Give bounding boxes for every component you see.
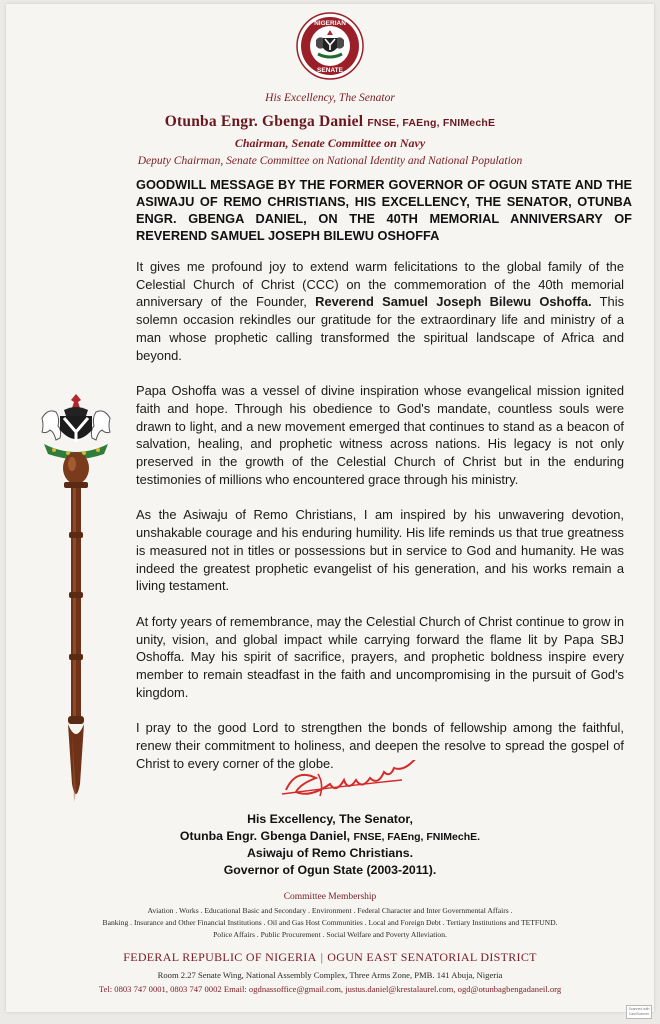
email-value: ogdnassoffice@gmail.com, justus.daniel@krestalaurel.com, ogd@otunbagbengadaneil.org xyxy=(248,984,562,994)
closing-quals: FNSE, FAEng, FNIMechE. xyxy=(353,831,481,843)
letterhead-deputy-chairman: Deputy Chairman, Senate Committee on National Identity and National Population xyxy=(137,155,523,167)
closing-line-4: Governor of Ogun State (2003-2011). xyxy=(223,863,437,877)
paragraph-3: As the Asiwaju of Remo Christians, I am inspired by his unwavering devotion, unshakable courage and his enduring humility. His life reminds us that true greatness is measured not in titles or possessions but in service to God and humanity. He was indeed the greatest prophetic evangelist of his generation, and his works remain a living testament. xyxy=(136,507,624,594)
letterhead-name xyxy=(0,113,660,131)
tel-value: 0803 747 0001, 0803 747 0002 xyxy=(114,984,222,994)
letterhead-name-text: Otunba Engr. Gbenga Daniel xyxy=(164,113,364,130)
tel-label: Tel: xyxy=(98,984,113,994)
seal-bottom-text: SENATE xyxy=(317,67,343,74)
district-separator: | xyxy=(320,950,324,964)
letterhead-chairman: Chairman, Senate Committee on Navy xyxy=(234,136,426,150)
committee-line-3: Police Affairs . Public Procurement . Social Welfare and Poverty Alleviation. xyxy=(213,930,447,939)
senate-seal-icon xyxy=(296,12,364,80)
founder-name: Reverend Samuel Joseph Bilewu Oshoffa. xyxy=(315,294,592,310)
scanner-stamp xyxy=(626,1005,652,1019)
committee-line-1: Aviation . Works . Educational Basic and Secondary . Environment . Federal Character and Inter Governmental Affairs . xyxy=(147,906,513,915)
closing-line-3: Asiwaju of Remo Christians. xyxy=(246,846,414,860)
closing-line-2 xyxy=(0,829,660,843)
closing-name: Otunba Engr. Gbenga Daniel, xyxy=(179,829,351,843)
seal-top-text: NIGERIAN xyxy=(314,20,346,27)
committee-title: Committee Membership xyxy=(283,892,377,902)
letterhead-name-quals: FNSE, FAEng, FNIMechE xyxy=(367,117,496,129)
office-address: Room 2.27 Senate Wing, National Assembly Complex, Three Arms Zone, PMB. 141 Abuja, Nigeria xyxy=(157,970,503,980)
message-title: GOODWILL MESSAGE BY THE FORMER GOVERNOR OF OGUN STATE AND THE ASIWAJU OF REMO CHRISTIANS, HIS EXCELLENCY, THE SENATOR, OTUNBA ENGR. GBENGA DANIEL, ON THE 40TH MEMORIAL ANNIVERSARY OF REVEREND SAMUEL JOSEPH BILEWU OSHOFFA xyxy=(136,177,632,243)
paragraph-2: Papa Oshoffa was a vessel of divine inspiration whose evangelical mission ignited faith and hope. Through his obedience to God's mandate, countless souls were drawn to light, and a new movement emerged that continues to stand as a beacon of salvation, healing, and prophetic witness across nations. His legacy is not only preserved in the growth of the Celestial Church of Christ but in the enduring testimonies of millions who encountered grace through his ministry. xyxy=(136,383,624,487)
paragraph-5: I pray to the good Lord to strengthen the bonds of fellowship among the faithful, renew their commitment to holiness, and deepen the resolve to spread the gospel of Christ to every corner of the globe. xyxy=(136,720,624,771)
district-left: FEDERAL REPUBLIC OF NIGERIA xyxy=(123,950,317,964)
stamp-line-2: CamScanner xyxy=(628,1011,650,1016)
committee-line-2: Banking . Insurance and Other Financial Institutions . Oil and Gas Host Communities . Local and Foreign Debt . Tertiary Institutions and TETFUND. xyxy=(102,918,558,927)
contact-line xyxy=(0,984,660,994)
mace-icon xyxy=(34,392,118,816)
letterhead-title: His Excellency, The Senator xyxy=(265,92,395,104)
stamp-line-1: Scanned with xyxy=(628,1007,650,1011)
paragraph-1: It gives me profound joy to extend warm felicitations to the global family of the Celestial Church of Christ (CCC) on the commemoration of the 40th memorial anniversary of the Founder, Reverend Samuel Joseph Bilewu Oshoffa. This solemn occasion rekindles our gratitude for the extraordinary life and ministry of a man whose prophetic calling transformed the spiritual landscape of Africa and beyond. xyxy=(136,259,625,363)
signature xyxy=(278,760,438,808)
closing-line-1: His Excellency, The Senator, xyxy=(247,812,413,826)
district-right: OGUN EAST SENATORIAL DISTRICT xyxy=(327,950,537,964)
email-label: Email: xyxy=(223,984,247,994)
district-line xyxy=(0,950,660,965)
paragraph-4: At forty years of remembrance, may the Celestial Church of Christ continue to grow in unity, vision, and global impact while carrying forward the flame lit by Papa SBJ Oshoffa. May his spirit of sacrifice, prayers, and prophetic boldness inspire every member to remain steadfast in the faith and uncompromising in the pursuit of God's kingdom. xyxy=(136,613,624,700)
message-body xyxy=(136,258,624,791)
